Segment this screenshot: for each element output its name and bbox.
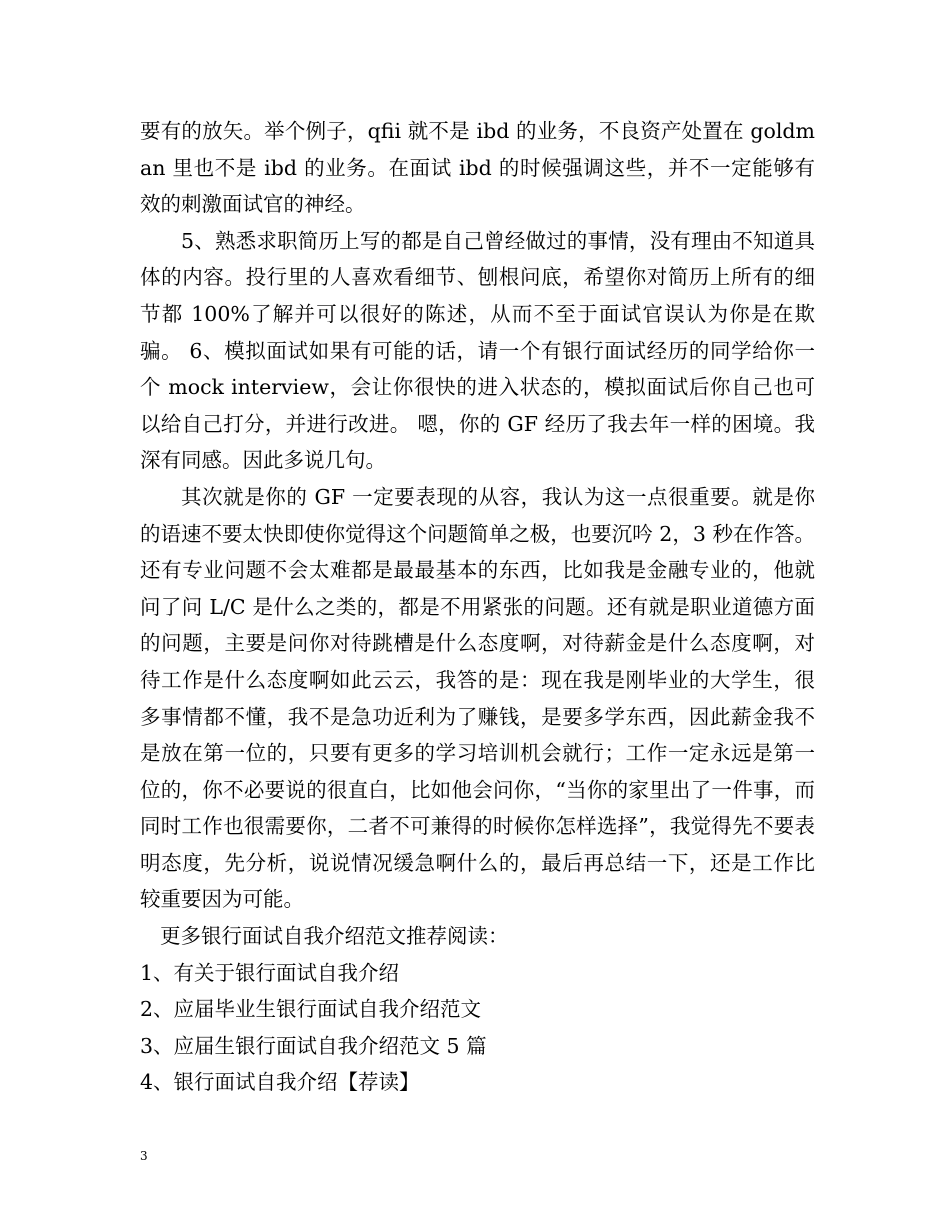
- page-number: 3: [140, 1149, 148, 1163]
- paragraph: 其次就是你的 GF 一定要表现的从容，我认为这一点很重要。就是你的语速不要太快即使你觉得这个问题简单之极，也要沉吟 2，3 秒在作答。还有专业问题不会太难都是最最基本的东西，比如我是金融专业的，他就问了问 L/C 是什么之类的，都是不用紧张的问题。还有就是职业道德方面的问题，主要是问你对待跳槽是什么态度啊，对待薪金是什么态度啊，对待工作是什么态度啊如此云云，我答的是：现在我是刚毕业的大学生，很多事情都不懂，我不是急功近利为了赚钱，是要多学东西，因此薪金我不是放在第一位的，只要有更多的学习培训机会就行；工作一定永远是第一位的，你不必要说的很直白，比如他会问你，“当你的家里出了一件事，而同时工作也很需要你，二者不可兼得的时候你怎样选择”，我觉得先不要表明态度，先分析，说说情况缓急啊什么的，最后再总结一下，还是工作比较重要因为可能。: [140, 484, 815, 912]
- recommend-link[interactable]: 1、有关于银行面试自我介绍: [140, 960, 400, 985]
- recommend-link[interactable]: 4、银行面试自我介绍【荐读】: [140, 1070, 420, 1095]
- recommend-title: 更多银行面试自我介绍范文推荐阅读：: [160, 924, 509, 949]
- paragraph: 要有的放矢。举个例子，qfii 就不是 ibd 的业务，不良资产处置在 goldman 里也不是 ibd 的业务。在面试 ibd 的时候强调这些，并不一定能够有效的刺激面试官的神经。: [140, 119, 815, 217]
- recommend-link[interactable]: 3、应届生银行面试自我介绍范文 5 篇: [140, 1033, 487, 1058]
- paragraph: 5、熟悉求职简历上写的都是自己曾经做过的事情，没有理由不知道具体的内容。投行里的人喜欢看细节、刨根问底，希望你对简历上所有的细节都 100%了解并可以很好的陈述，从而不至于面试官误认为你是在欺骗。 6、模拟面试如果有可能的话，请一个有银行面试经历的同学给你一个 mock interview，会让你很快的进入状态的，模拟面试后你自己也可以给自己打分，并进行改进。 嗯，你的 GF 经历了我去年一样的困境。我深有同感。因此多说几句。: [140, 228, 815, 473]
- document-body: [140, 113, 815, 1101]
- recommend-link[interactable]: 2、应届毕业生银行面试自我介绍范文: [140, 997, 482, 1022]
